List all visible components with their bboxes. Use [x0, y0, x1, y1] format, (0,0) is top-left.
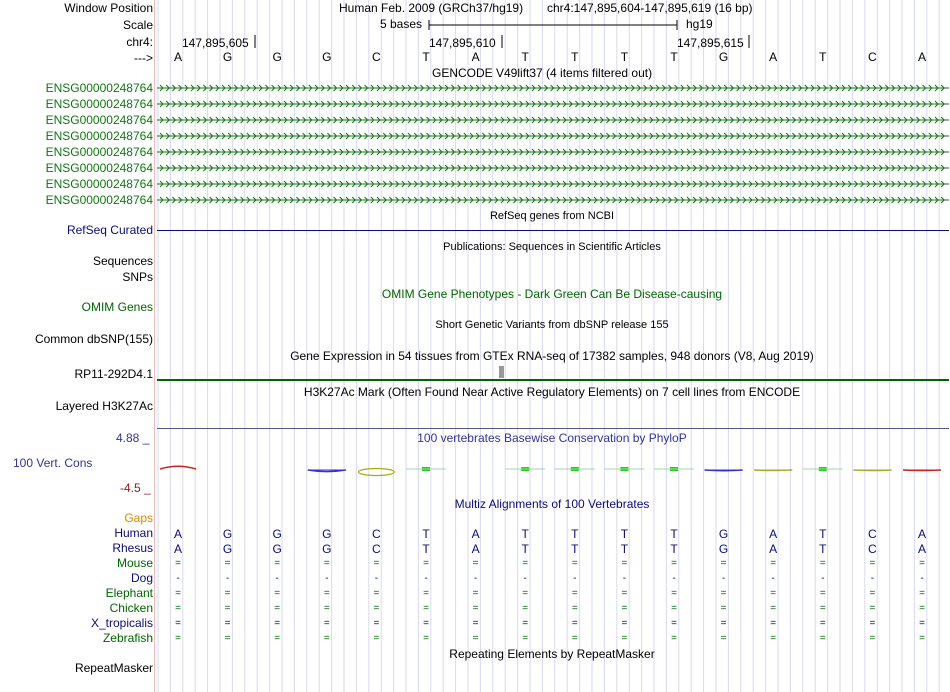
multiz-base: = [671, 603, 677, 614]
multiz-base: = [671, 618, 677, 629]
multiz-base: = [224, 588, 231, 599]
multiz-base: = [373, 633, 380, 644]
multiz-base: = [919, 558, 925, 569]
multiz-base: C [868, 542, 877, 556]
multiz-base: G [272, 542, 282, 556]
multiz-base: = [621, 633, 628, 644]
multiz-base: = [621, 558, 628, 569]
multiz-base: T [521, 527, 529, 541]
multiz-base: - [424, 573, 428, 584]
multiz-base: = [621, 603, 628, 614]
multiz-species-label[interactable]: X_tropicalis [90, 616, 153, 630]
db-label: hg19 [686, 17, 713, 31]
multiz-base: = [770, 633, 777, 644]
multiz-base: C [372, 542, 381, 556]
multiz-base: = [621, 588, 628, 599]
multiz-base: = [919, 588, 925, 599]
multiz-base: = [323, 588, 330, 599]
multiz-base: = [819, 618, 826, 629]
multiz-species-label[interactable]: Mouse [116, 556, 153, 570]
multiz-base: G [718, 542, 729, 556]
base-letter: T [670, 50, 678, 64]
multiz-base: = [274, 558, 281, 569]
multiz-base: C [372, 527, 381, 541]
phylop-title[interactable]: 100 vertebrates Basewise Conservation by PhyloP [417, 431, 687, 445]
multiz-base: G [322, 527, 332, 541]
multiz-base: = [869, 603, 876, 614]
multiz-base: = [571, 558, 578, 569]
multiz-base: = [323, 603, 330, 614]
multiz-base: = [373, 618, 380, 629]
multiz-base: = [472, 618, 479, 629]
multiz-species-label[interactable]: Chicken [109, 601, 153, 615]
position-title[interactable]: chr4:147,895,604-147,895,619 (16 bp) [547, 1, 753, 15]
base-letter: T [571, 50, 579, 64]
h3k27ac-title[interactable]: H3K27Ac Mark (Often Found Near Active Regulatory Elements) on 7 cell lines from ENCODE [303, 385, 801, 399]
multiz-base: = [571, 603, 578, 614]
tick-marks [254, 34, 754, 50]
multiz-base: - [275, 573, 279, 584]
multiz-base: - [325, 573, 329, 584]
gtex-gene-line[interactable] [157, 379, 949, 381]
base-letter: A [173, 50, 182, 64]
multiz-base: G [322, 542, 332, 556]
multiz-base: = [720, 588, 727, 599]
base-letter: C [372, 50, 381, 64]
base-letter: A [769, 50, 778, 64]
multiz-base: = [522, 633, 529, 644]
multiz-base: - [672, 573, 676, 584]
publications-title[interactable]: Publications: Sequences in Scientific Articles [443, 241, 661, 253]
omim-label[interactable]: OMIM Genes [81, 300, 153, 314]
multiz-base: T [670, 542, 678, 556]
multiz-base: - [771, 573, 775, 584]
multiz-base: = [423, 618, 429, 629]
multiz-base: = [671, 633, 677, 644]
multiz-base: G [718, 527, 729, 541]
gtex-expression-bar[interactable] [499, 366, 504, 378]
multiz-base: - [176, 573, 180, 584]
gencode-item-label[interactable]: ENSG00000248764 [45, 145, 153, 159]
omim-title[interactable]: OMIM Gene Phenotypes - Dark Green Can Be Disease-causing [381, 287, 723, 301]
multiz-base: T [819, 542, 827, 556]
multiz-base: T [571, 527, 579, 541]
multiz-base: = [869, 558, 876, 569]
multiz-base: A [769, 527, 778, 541]
base-letter: G [322, 50, 332, 64]
multiz-base: A [471, 527, 480, 541]
phylop-conservation-plot[interactable] [157, 455, 949, 485]
tick-label: 147,895,610 [429, 36, 496, 50]
base-letter: G [718, 50, 729, 64]
multiz-base: = [224, 558, 231, 569]
multiz-base: = [373, 588, 380, 599]
phylop-score-mark [358, 469, 394, 476]
multiz-base: C [868, 527, 877, 541]
multiz-base: = [819, 588, 826, 599]
multiz-base: T [670, 527, 678, 541]
base-letter: T [620, 50, 629, 64]
dbsnp-title[interactable]: Short Genetic Variants from dbSNP release 155 [435, 319, 669, 331]
multiz-base: T [422, 542, 430, 556]
multiz-base: = [720, 633, 727, 644]
multiz-base: = [720, 558, 727, 569]
snps-label[interactable]: SNPs [122, 270, 153, 284]
repeatmasker-label[interactable]: RepeatMasker [74, 661, 153, 675]
multiz-base: A [173, 542, 182, 556]
multiz-base: = [274, 588, 281, 599]
multiz-base: = [571, 618, 578, 629]
sidebar-divider [154, 0, 155, 692]
base-letter: T [819, 50, 827, 64]
multiz-base: = [373, 603, 380, 614]
multiz-species-label[interactable]: Dog [130, 571, 153, 585]
assembly-title: Human Feb. 2009 (GRCh37/hg19) [339, 1, 524, 15]
multiz-base: A [769, 542, 778, 556]
gtex-title[interactable]: Gene Expression in 54 tissues from GTEx RNA-seq of 17382 samples, 948 donors (V8, Aug 2019) [290, 349, 814, 363]
multiz-base: - [573, 573, 577, 584]
multiz-species-label[interactable]: Elephant [105, 586, 153, 600]
multiz-base: = [770, 558, 777, 569]
multiz-base: = [472, 633, 479, 644]
sequences-label[interactable]: Sequences [92, 254, 153, 268]
multiz-base: = [423, 588, 429, 599]
multiz-base: = [472, 558, 479, 569]
scale-bar [428, 17, 682, 33]
multiz-base: = [323, 633, 330, 644]
multiz-base: = [522, 558, 529, 569]
multiz-base: = [274, 633, 281, 644]
phylop-label[interactable]: 100 Vert. Cons [13, 456, 93, 470]
multiz-base: = [224, 603, 231, 614]
refseq-gene-line[interactable] [157, 230, 949, 231]
gencode-item-label[interactable]: ENSG00000248764 [45, 193, 153, 207]
multiz-base: = [472, 588, 479, 599]
dbsnp-label[interactable]: Common dbSNP(155) [34, 332, 153, 346]
multiz-base: = [819, 603, 826, 614]
multiz-base: = [919, 633, 925, 644]
phylop-score-mark [160, 466, 196, 469]
multiz-base: = [175, 618, 181, 629]
multiz-base: = [274, 603, 281, 614]
gencode-item-label[interactable]: ENSG00000248764 [45, 81, 153, 95]
multiz-base: = [224, 618, 231, 629]
base-letter: T [422, 50, 430, 64]
multiz-base: T [620, 527, 629, 541]
strand-label: ---> [134, 51, 153, 65]
multiz-species-label[interactable]: Zebrafish [102, 631, 153, 645]
window-position-label: Window Position [64, 1, 153, 15]
multiz-base: = [423, 558, 429, 569]
multiz-base: T [620, 542, 629, 556]
h3k27ac-signal-baseline [157, 428, 949, 429]
chrom-label: chr4: [126, 35, 153, 49]
refseq-label[interactable]: RefSeq Curated [66, 223, 153, 237]
multiz-species-label[interactable]: Rhesus [112, 541, 153, 555]
multiz-base: = [720, 603, 727, 614]
multiz-base: = [621, 618, 628, 629]
multiz-base: - [721, 573, 726, 584]
multiz-base: G [272, 527, 282, 541]
multiz-base: = [869, 633, 876, 644]
multiz-base: = [571, 633, 578, 644]
multiz-base: = [770, 603, 777, 614]
multiz-base: A [173, 527, 182, 541]
multiz-species-label[interactable]: Human [114, 526, 153, 540]
multiz-base: = [770, 588, 777, 599]
multiz-base: = [671, 588, 677, 599]
multiz-base: T [422, 527, 430, 541]
gencode-item-label[interactable]: ENSG00000248764 [45, 97, 153, 111]
base-letter: C [868, 50, 877, 64]
multiz-base: = [869, 588, 876, 599]
gencode-gene-track[interactable] [157, 80, 949, 208]
multiz-title[interactable]: Multiz Alignments of 100 Vertebrates [454, 497, 650, 511]
multiz-base: = [175, 603, 181, 614]
multiz-base: = [720, 618, 727, 629]
multiz-base: = [919, 618, 925, 629]
multiz-base: = [522, 618, 529, 629]
multiz-base: - [622, 573, 627, 584]
phylop-max-label: 4.88 _ [116, 431, 150, 445]
refseq-title[interactable]: RefSeq genes from NCBI [489, 210, 615, 222]
multiz-base: = [323, 558, 330, 569]
multiz-base: = [323, 618, 330, 629]
multiz-base: - [225, 573, 230, 584]
gencode-item-label[interactable]: ENSG00000248764 [45, 177, 153, 191]
base-letter: G [272, 50, 282, 64]
multiz-base: = [869, 618, 876, 629]
multiz-base: - [821, 573, 825, 584]
multiz-base: - [374, 573, 379, 584]
multiz-base: T [521, 542, 529, 556]
gencode-title[interactable]: GENCODE V49lift37 (4 items filtered out) [432, 66, 653, 80]
multiz-base: = [175, 588, 181, 599]
multiz-base: - [920, 573, 924, 584]
multiz-base: = [819, 633, 826, 644]
base-letter: A [471, 50, 480, 64]
h3k27ac-label[interactable]: Layered H3K27Ac [55, 399, 153, 413]
multiz-base: = [819, 558, 826, 569]
tick-label: 147,895,615 [677, 36, 744, 50]
multiz-base: - [523, 573, 527, 584]
multiz-base: = [423, 603, 429, 614]
multiz-base: - [473, 573, 478, 584]
multiz-base: = [373, 558, 380, 569]
gencode-item-label[interactable]: ENSG00000248764 [45, 161, 153, 175]
phylop-min-label: -4.5 _ [120, 481, 151, 495]
multiz-base: - [870, 573, 875, 584]
base-letter: A [917, 50, 926, 64]
multiz-base: = [224, 633, 231, 644]
multiz-base: = [671, 558, 677, 569]
multiz-base: = [175, 558, 181, 569]
multiz-base: A [917, 542, 926, 556]
multiz-base: = [423, 633, 429, 644]
multiz-base: A [917, 527, 926, 541]
tick-label: 147,895,605 [182, 36, 249, 50]
multiz-base: = [571, 588, 578, 599]
multiz-base: G [222, 542, 233, 556]
repeatmasker-title[interactable]: Repeating Elements by RepeatMasker [449, 647, 655, 661]
scale-text: 5 bases [380, 17, 423, 31]
multiz-base: A [471, 542, 480, 556]
multiz-base: = [274, 618, 281, 629]
scale-label: Scale [122, 18, 153, 32]
multiz-base: = [175, 633, 181, 644]
gaps-label[interactable]: Gaps [124, 511, 153, 525]
multiz-base: G [222, 527, 233, 541]
multiz-base: = [472, 603, 479, 614]
multiz-base: T [571, 542, 579, 556]
base-letter: G [222, 50, 233, 64]
gtex-label[interactable]: RP11-292D4.1 [74, 367, 153, 381]
multiz-base: = [522, 603, 529, 614]
gencode-item-label[interactable]: ENSG00000248764 [45, 113, 153, 127]
gencode-item-label[interactable]: ENSG00000248764 [45, 129, 153, 143]
multiz-base: = [919, 603, 925, 614]
multiz-base: = [522, 588, 529, 599]
base-letter: T [521, 50, 529, 64]
multiz-base: = [770, 618, 777, 629]
multiz-base: T [819, 527, 827, 541]
